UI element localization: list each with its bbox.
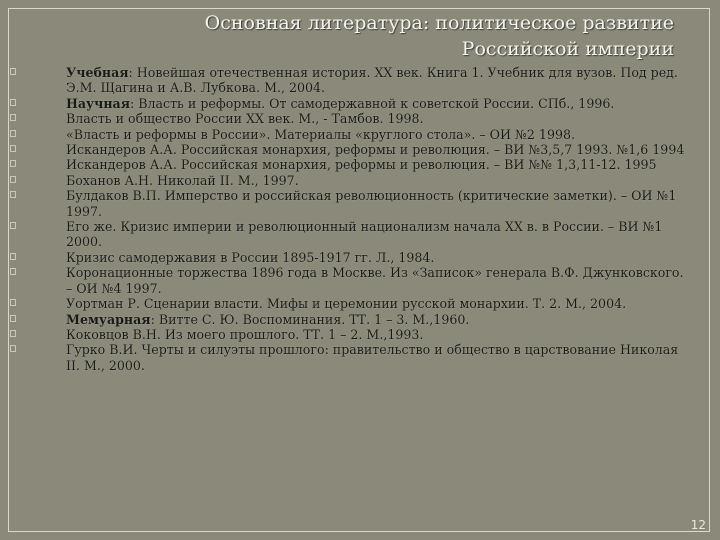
- list-item: [10, 342, 690, 373]
- reference-text: Гурко В.И. Черты и силуэты прошлого: правительство и общество в царствование Николая II. М., 2000.: [66, 342, 679, 373]
- reference-text: Его же. Кризис империи и революционный национализм начала XX в. в России. – ВИ №1 2000.: [66, 219, 663, 250]
- list-item: [10, 327, 690, 342]
- list-item: [10, 65, 690, 96]
- category-label: Учебная: [66, 65, 129, 80]
- list-item: [10, 173, 690, 188]
- square-bullet-icon: [10, 299, 16, 306]
- list-item: [10, 250, 690, 265]
- reference-text: Боханов А.Н. Николай II. М., 1997.: [66, 172, 299, 188]
- list-item: [10, 127, 690, 142]
- square-bullet-icon: [10, 330, 16, 337]
- reference-list: [10, 65, 690, 373]
- reference-text: Власть и общество России XX век. М., - Тамбов. 1998.: [66, 111, 424, 127]
- slide-title-line-2: Российской империи: [461, 38, 674, 60]
- reference-text: Искандеров А.А. Российская монархия, реформы и революция. – ВИ №3,5,7 1993. №1,6 1994: [66, 142, 685, 158]
- reference-text: Булдаков В.П. Имперство и российская революционность (критические заметки). – ОИ №1 1997.: [66, 188, 677, 219]
- square-bullet-icon: [10, 68, 16, 75]
- category-label: Научная: [66, 95, 131, 111]
- reference-text: Искандеров А.А. Российская монархия, реформы и революция. – ВИ №№ 1,3,11-12. 1995: [66, 157, 657, 173]
- list-item: [10, 188, 690, 219]
- square-bullet-icon: [10, 268, 16, 275]
- reference-text: Коковцов В.Н. Из моего прошлого. ТТ. 1 – 2. М.,1993.: [66, 326, 424, 342]
- square-bullet-icon: [10, 114, 16, 121]
- square-bullet-icon: [10, 145, 16, 152]
- list-item: [10, 296, 690, 311]
- square-bullet-icon: [10, 253, 16, 260]
- list-item: [10, 219, 690, 250]
- reference-text: : Новейшая отечественная история. XX век. Книга 1. Учебник для вузов. Под ред. Э.М. Щагина и А.В. Лубкова. М., 2004.: [66, 65, 678, 96]
- page-number: 12: [690, 518, 706, 532]
- square-bullet-icon: [10, 191, 16, 198]
- square-bullet-icon: [10, 99, 16, 106]
- reference-text: Коронационные торжества 1896 года в Москве. Из «Записок» генерала В.Ф. Джунковского. – ОИ №4 1997.: [66, 265, 684, 296]
- list-item: [10, 312, 690, 327]
- reference-text: Уортман Р. Сценарии власти. Мифы и церемонии русской монархии. Т. 2. М., 2004.: [66, 296, 627, 312]
- slide-title-line-1: Основная литература: политическое развитие: [204, 12, 674, 34]
- square-bullet-icon: [10, 222, 16, 229]
- list-item: [10, 111, 690, 126]
- square-bullet-icon: [10, 160, 16, 167]
- reference-text: Кризис самодержавия в России 1895-1917 гг. Л., 1984.: [66, 249, 435, 265]
- reference-text: «Власть и реформы в России». Материалы «круглого стола». – ОИ №2 1998.: [66, 126, 575, 142]
- square-bullet-icon: [10, 315, 16, 322]
- square-bullet-icon: [10, 130, 16, 137]
- square-bullet-icon: [10, 345, 16, 352]
- list-item: [10, 142, 690, 157]
- reference-text: : Витте С. Ю. Воспоминания. ТТ. 1 – 3. М.,1960.: [150, 311, 470, 327]
- reference-text: : Власть и реформы. От самодержавной к советской России. СПб., 1996.: [130, 95, 615, 111]
- list-item: [10, 265, 690, 296]
- list-item: [10, 96, 690, 111]
- list-item: [10, 157, 690, 172]
- slide-title: [74, 10, 674, 62]
- category-label: Мемуарная: [66, 311, 151, 327]
- square-bullet-icon: [10, 176, 16, 183]
